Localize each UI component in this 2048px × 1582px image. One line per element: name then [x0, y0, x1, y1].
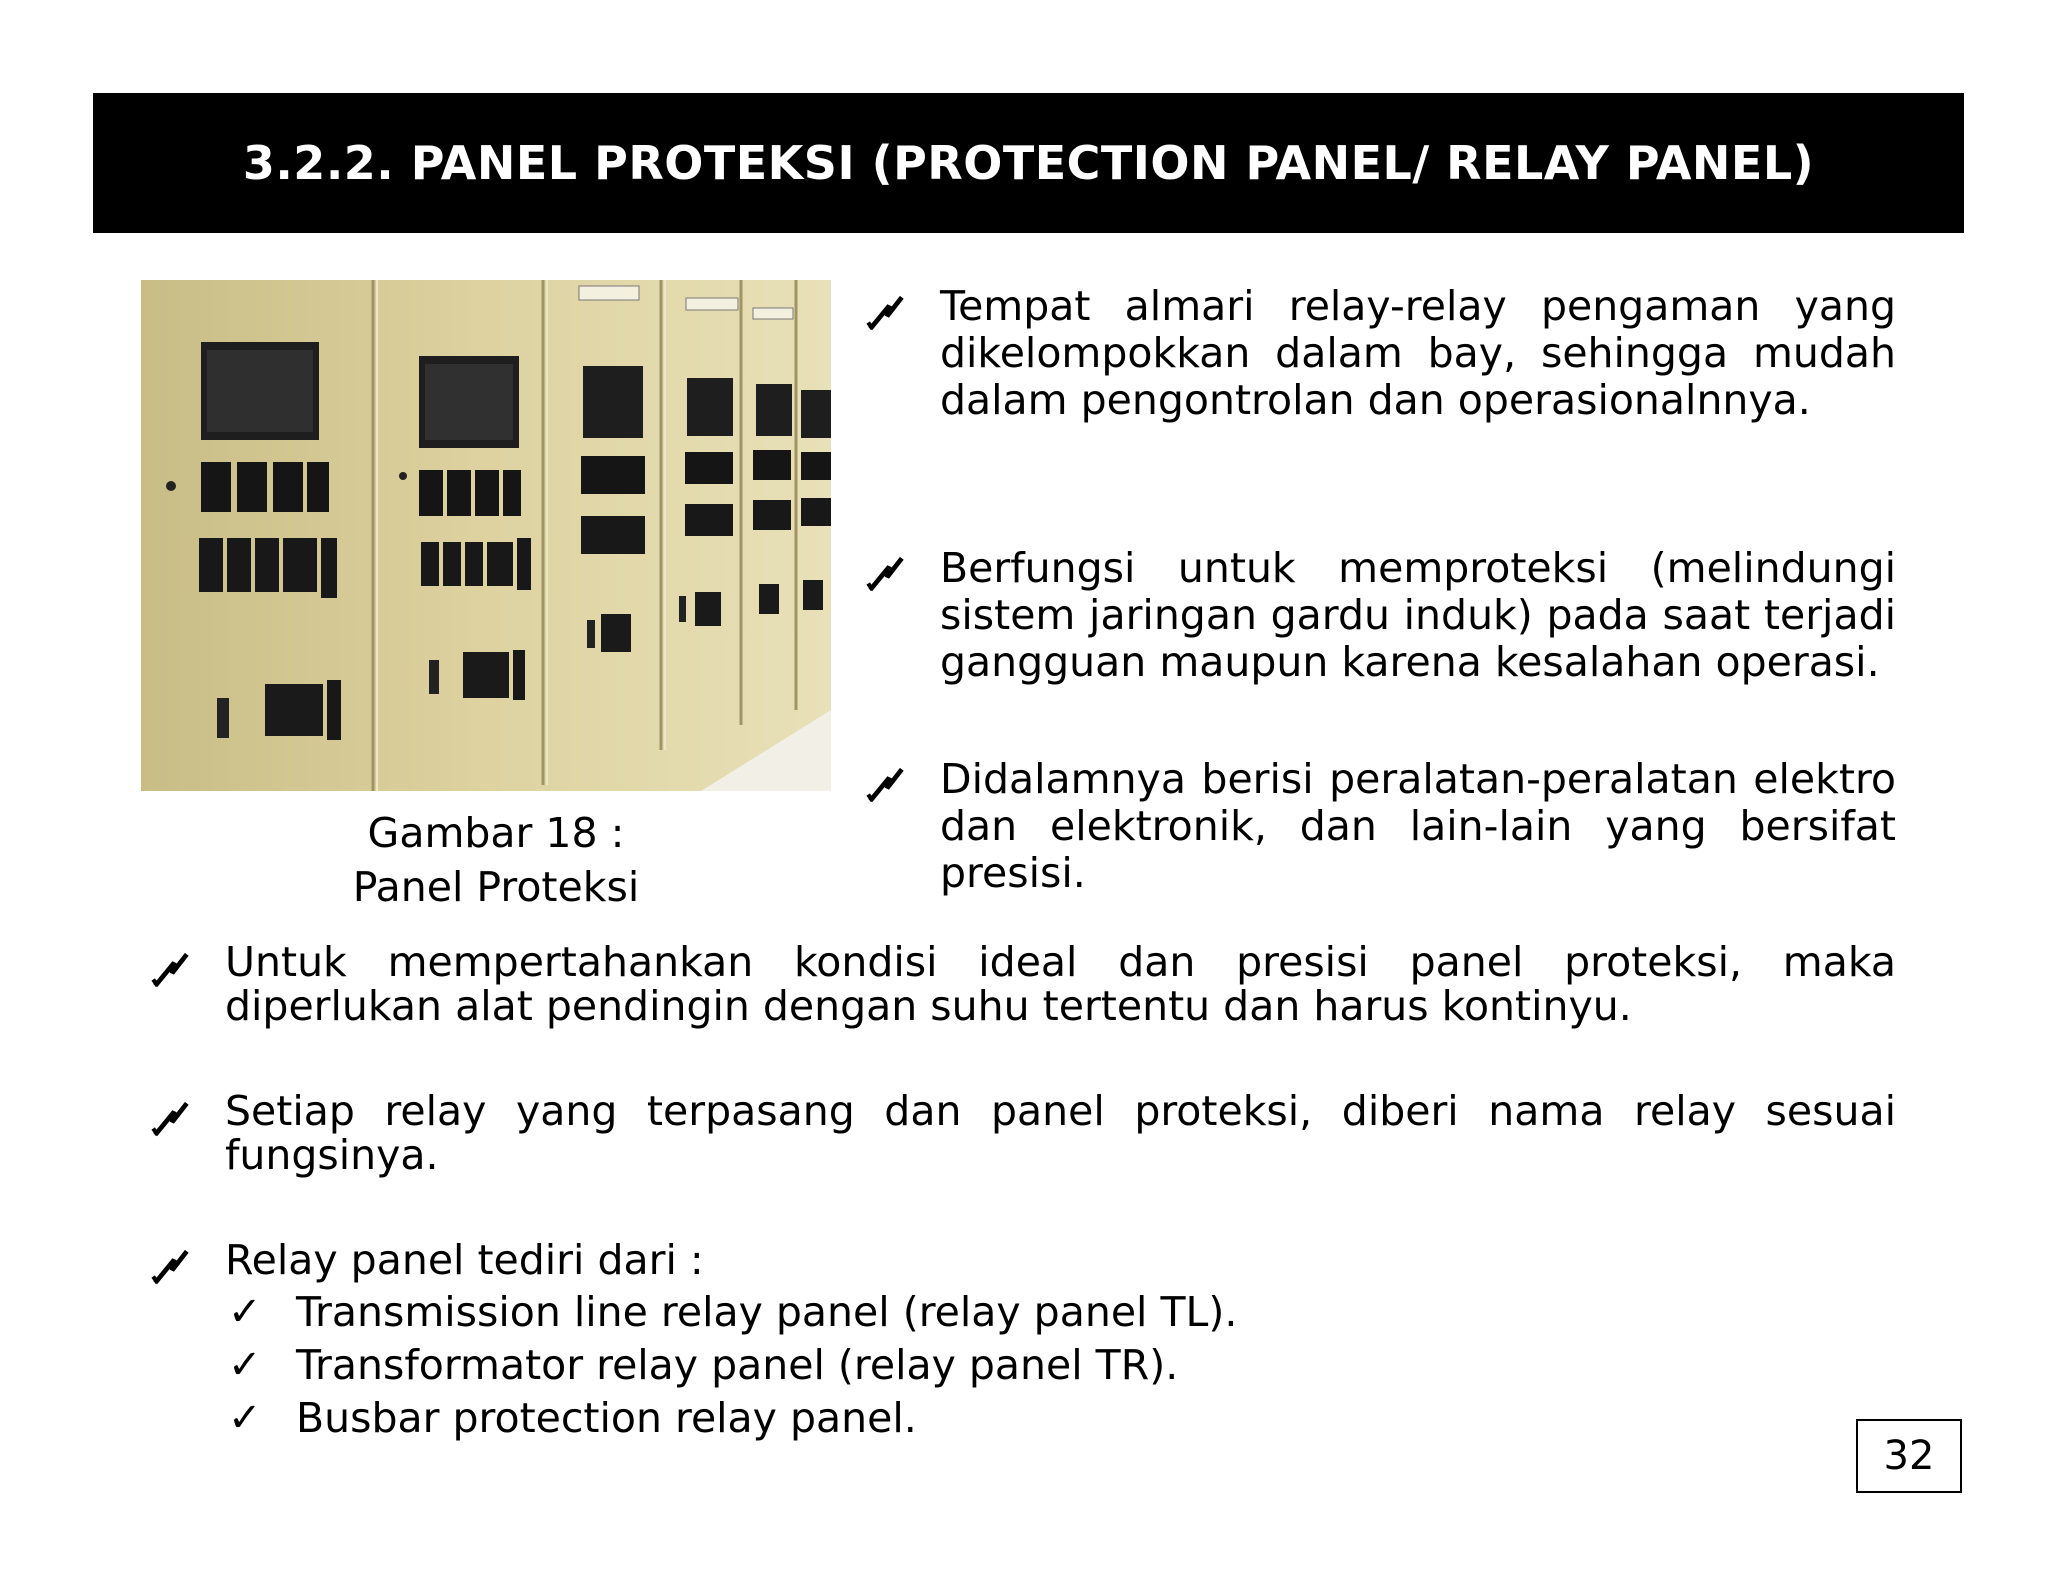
figure-caption-title: Panel Proteksi — [352, 863, 640, 911]
slide-title: 3.2.2. PANEL PROTEKSI (PROTECTION PANEL/ RELAY PANEL) — [242, 136, 1815, 190]
right-bullet-1-text: Tempat almari relay-relay pengaman yang dikelompokkan dalam bay, sehingga mudah dalam pengontrolan dan operasionalnnya. — [940, 282, 1896, 424]
lightning-bullet-icon — [149, 1245, 191, 1287]
figure-caption-number: Gambar 18 : — [367, 809, 625, 857]
relay-panel-photo — [141, 280, 831, 791]
lightning-bullet-icon — [864, 763, 906, 805]
checkmark-icon: ✓ — [228, 1289, 262, 1335]
bottom-bullet-2-text: Setiap relay yang terpasang dan panel proteksi, diberi nama relay sesuai fungsinya. — [225, 1087, 1896, 1179]
slide-title-bar — [93, 93, 1964, 233]
bottom-bullet-3-text: Relay panel tediri dari : — [225, 1236, 704, 1284]
lightning-bullet-icon — [864, 291, 906, 333]
lightning-bullet-icon — [149, 948, 191, 990]
relay-panel-type-3: Busbar protection relay panel. — [296, 1394, 917, 1442]
page-number-box — [1856, 1419, 1962, 1493]
right-bullet-2-text: Berfungsi untuk memproteksi (melindungi sistem jaringan gardu induk) pada saat terjadi gangguan maupun karena kesalahan operasi. — [940, 544, 1896, 686]
relay-panel-type-1: Transmission line relay panel (relay panel TL). — [296, 1288, 1238, 1336]
relay-panel-type-2: Transformator relay panel (relay panel TR). — [296, 1341, 1179, 1389]
checkmark-icon: ✓ — [228, 1342, 262, 1388]
right-bullet-3-text: Didalamnya berisi peralatan-peralatan elektro dan elektronik, dan lain-lain yang bersifat presisi. — [940, 755, 1896, 897]
lightning-bullet-icon — [864, 552, 906, 594]
figure-caption — [141, 806, 851, 914]
page-number: 32 — [1883, 1433, 1935, 1479]
bottom-bullet-1-text: Untuk mempertahankan kondisi ideal dan presisi panel proteksi, maka diperlukan alat pendingin dengan suhu tertentu dan harus kontinyu. — [225, 938, 1896, 1030]
checkmark-icon: ✓ — [228, 1395, 262, 1441]
lightning-bullet-icon — [149, 1097, 191, 1139]
